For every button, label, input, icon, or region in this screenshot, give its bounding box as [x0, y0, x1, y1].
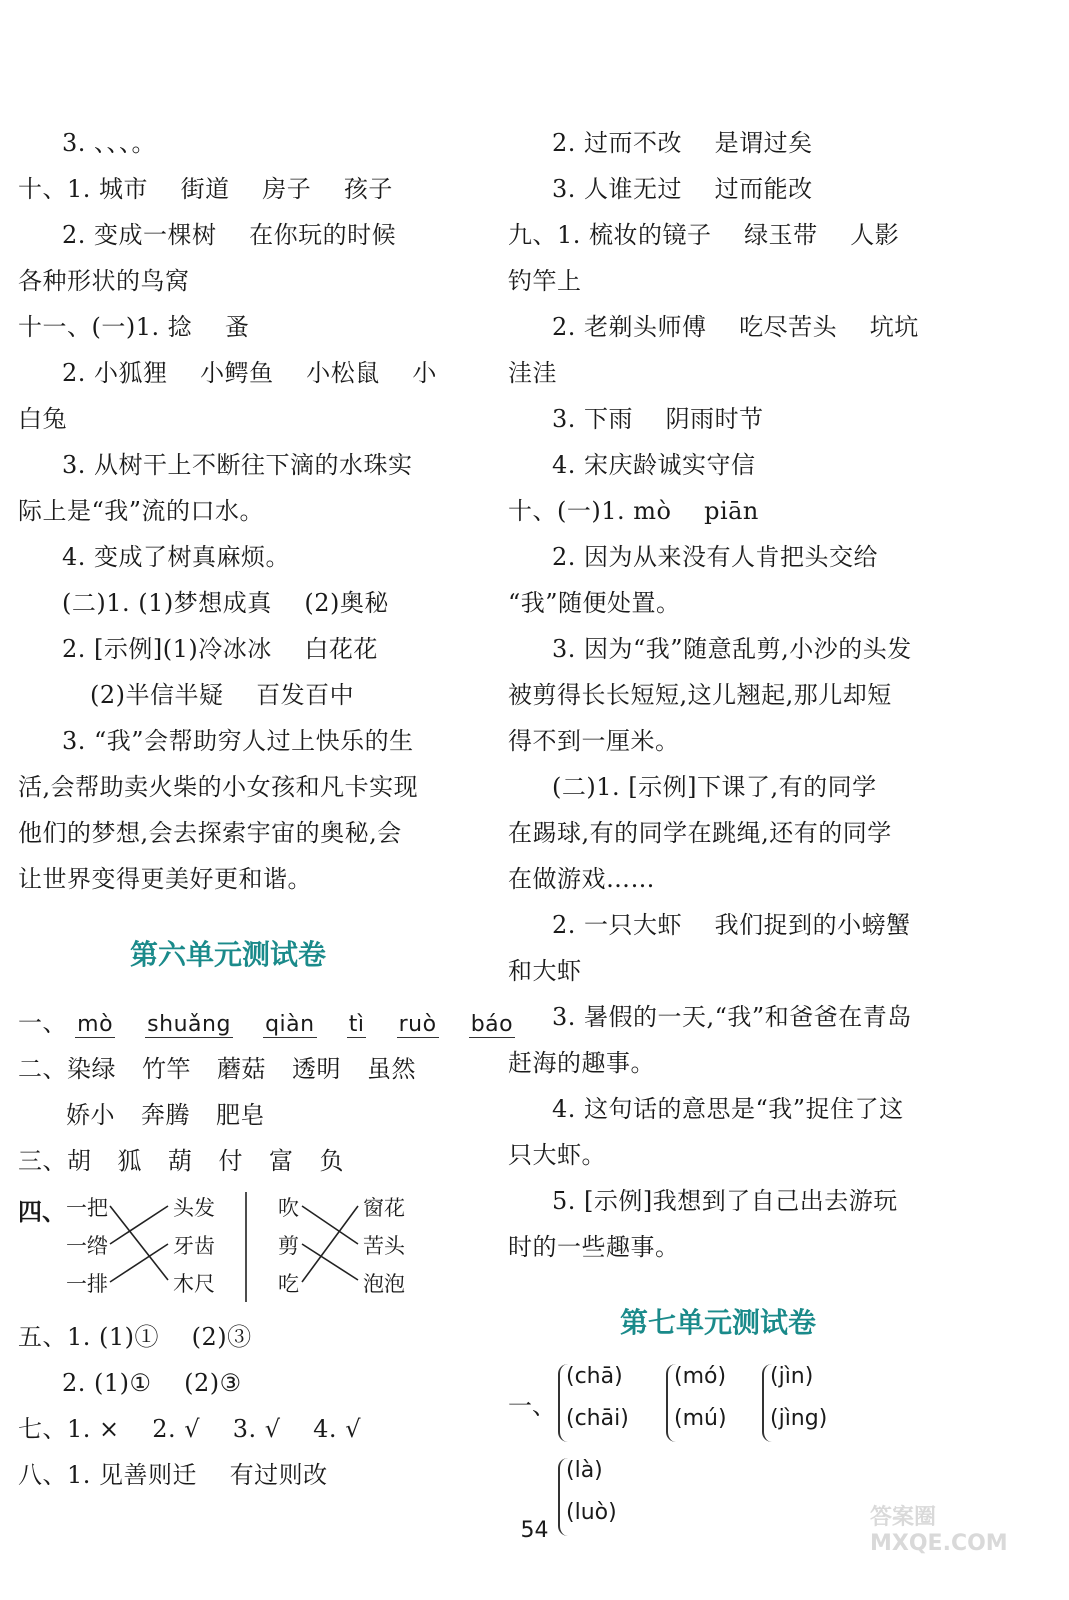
text-line: 各种形状的鸟窝: [18, 267, 190, 295]
char: 付: [218, 1147, 243, 1175]
text-line: 2. [示例](1)冷冰冰 白花花: [62, 635, 378, 663]
text-line: (二)1. [示例]下课了,有的同学: [552, 773, 877, 801]
text-line: 5. [示例]我想到了自己出去游玩: [552, 1187, 898, 1215]
match-item: 一排: [66, 1272, 108, 1296]
text-line: 2. 老剃头师傅 吃尽苦头 坑坑: [552, 313, 919, 341]
pinyin-answer: shuǎng: [147, 1012, 231, 1037]
text-line: (二)1. (1)梦想成真 (2)奥秘: [62, 589, 389, 617]
pinyin-option: (mó): [674, 1364, 727, 1389]
text-line: 2. 变成一棵树 在你玩的时候: [62, 221, 397, 249]
q2-row: [18, 1046, 438, 1092]
pinyin-option: (luò): [566, 1500, 617, 1525]
text-line: (2)半信半疑 百发百中: [90, 681, 355, 709]
pinyin-answer: tì: [348, 1012, 365, 1037]
matching-lines: [18, 1184, 438, 1314]
text-line: 五、1. (1)① (2)③: [18, 1323, 252, 1351]
q1-label: 一、: [18, 1009, 67, 1037]
q2-row-2: [18, 1092, 438, 1138]
text-line: 白兔: [18, 405, 67, 433]
pinyin-option: (là): [566, 1458, 603, 1483]
match-item: 一把: [66, 1196, 108, 1220]
text-line: “我”随便处置。: [508, 589, 681, 617]
text-line: 和大虾: [508, 957, 582, 985]
text-line: 4. 宋庆龄诚实守信: [552, 451, 756, 479]
text-line: 3. 暑假的一天,“我”和爸爸在青岛: [552, 1003, 912, 1031]
match-item: 吹: [278, 1196, 299, 1220]
q4-matching: [18, 1184, 438, 1314]
text-line: 七、1. × 2. √ 3. √ 4. √: [18, 1415, 361, 1443]
match-item: 窗花: [363, 1196, 405, 1220]
text-line: 让世界变得更美好更和谐。: [18, 865, 312, 893]
pinyin-option: (jìn): [770, 1364, 814, 1389]
q3-row: [18, 1138, 438, 1184]
match-item: 剪: [278, 1234, 299, 1258]
text-line: 2. (1)① (2)③: [62, 1369, 242, 1397]
page-number: 54: [520, 1518, 549, 1543]
word: 肥皂: [216, 1101, 265, 1129]
q4-label: 四、: [18, 1197, 66, 1226]
pinyin-answer: qiàn: [265, 1012, 315, 1037]
text-line: 赶海的趣事。: [508, 1049, 655, 1077]
unit6-title: 第六单元测试卷: [129, 938, 326, 971]
pinyin-option: (chā): [566, 1364, 623, 1389]
char: 葫: [168, 1147, 193, 1175]
unit7-title: 第七单元测试卷: [619, 1306, 816, 1339]
text-line: 得不到一厘米。: [508, 727, 680, 755]
pinyin-option: (jìng): [770, 1406, 828, 1431]
match-item: 木尺: [173, 1272, 215, 1296]
q1-pinyin-row: [18, 1000, 514, 1046]
text-line: 在踢球,有的同学在跳绳,还有的同学: [508, 819, 892, 847]
word: 透明: [292, 1055, 341, 1083]
text-line: 十、(一)1. mò piān: [508, 497, 759, 525]
text-line: 2. 过而不改 是谓过矣: [552, 129, 813, 157]
char: 三、胡: [18, 1147, 92, 1175]
text-line: 3. “我”会帮助穷人过上快乐的生: [62, 727, 414, 755]
word: 二、染绿: [18, 1055, 116, 1083]
pinyin-option: (chāi): [566, 1406, 629, 1431]
text-line: 3. 人谁无过 过而能改: [552, 175, 813, 203]
match-item: 苦头: [363, 1234, 405, 1258]
match-item: 吃: [278, 1272, 299, 1296]
text-line: 活,会帮助卖火柴的小女孩和凡卡实现: [18, 773, 419, 801]
text-line: 洼洼: [508, 359, 557, 387]
pinyin-answer: báo: [470, 1012, 514, 1037]
match-item: 泡泡: [363, 1272, 405, 1296]
text-line: 2. 因为从来没有人肯把头交给: [552, 543, 879, 571]
left-column: [18, 120, 514, 1498]
text-line: 他们的梦想,会去探索宇宙的奥秘,会: [18, 819, 402, 847]
match-item: 一绺: [66, 1234, 108, 1258]
word: 虽然: [367, 1055, 416, 1083]
text-line: 2. 一只大虾 我们捉到的小螃蟹: [552, 911, 911, 939]
text-line: 3. 、、、。: [62, 129, 157, 157]
pinyin-answer: mò: [77, 1012, 114, 1037]
char: 富: [269, 1147, 294, 1175]
text-line: 只大虾。: [508, 1141, 606, 1169]
word: 蘑菇: [217, 1055, 266, 1083]
pinyin-answer: ruò: [398, 1012, 437, 1037]
word: 竹竿: [142, 1055, 191, 1083]
text-line: 际上是“我”流的口水。: [18, 497, 265, 525]
text-line: 十一、(一)1. 捻 蚤: [18, 313, 250, 341]
q1-label: 一、: [508, 1392, 556, 1420]
text-line: 十、1. 城市 街道 房子 孩子: [18, 175, 393, 203]
text-line: 被剪得长长短短,这儿翘起,那儿却短: [508, 681, 892, 709]
text-line: 3. 下雨 阴雨时节: [552, 405, 764, 433]
pinyin-option: (mú): [674, 1406, 727, 1431]
match-item: 头发: [173, 1196, 215, 1220]
match-item: 牙齿: [173, 1234, 215, 1258]
text-line: 钓竿上: [508, 267, 582, 295]
char: 负: [319, 1147, 344, 1175]
word: 娇小: [66, 1101, 115, 1129]
text-line: 4. 变成了树真麻烦。: [62, 543, 291, 571]
text-line: 3. 从树干上不断往下滴的水珠实: [62, 451, 413, 479]
text-line: 时的一些趣事。: [508, 1233, 680, 1261]
watermark: 答案圈 MXQE.COM: [870, 1505, 1008, 1556]
text-line: 八、1. 见善则迁 有过则改: [18, 1461, 328, 1489]
text-line: 2. 小狐狸 小鳄鱼 小松鼠 小: [62, 359, 437, 387]
char: 狐: [117, 1147, 142, 1175]
right-column: [508, 120, 928, 1554]
word: 奔腾: [141, 1101, 190, 1129]
text-line: 4. 这句话的意思是“我”捉住了这: [552, 1095, 904, 1123]
text-line: 在做游戏……: [508, 865, 655, 893]
text-line: 3. 因为“我”随意乱剪,小沙的头发: [552, 635, 912, 663]
text-line: 九、1. 梳妆的镜子 绿玉带 人影: [508, 221, 900, 249]
